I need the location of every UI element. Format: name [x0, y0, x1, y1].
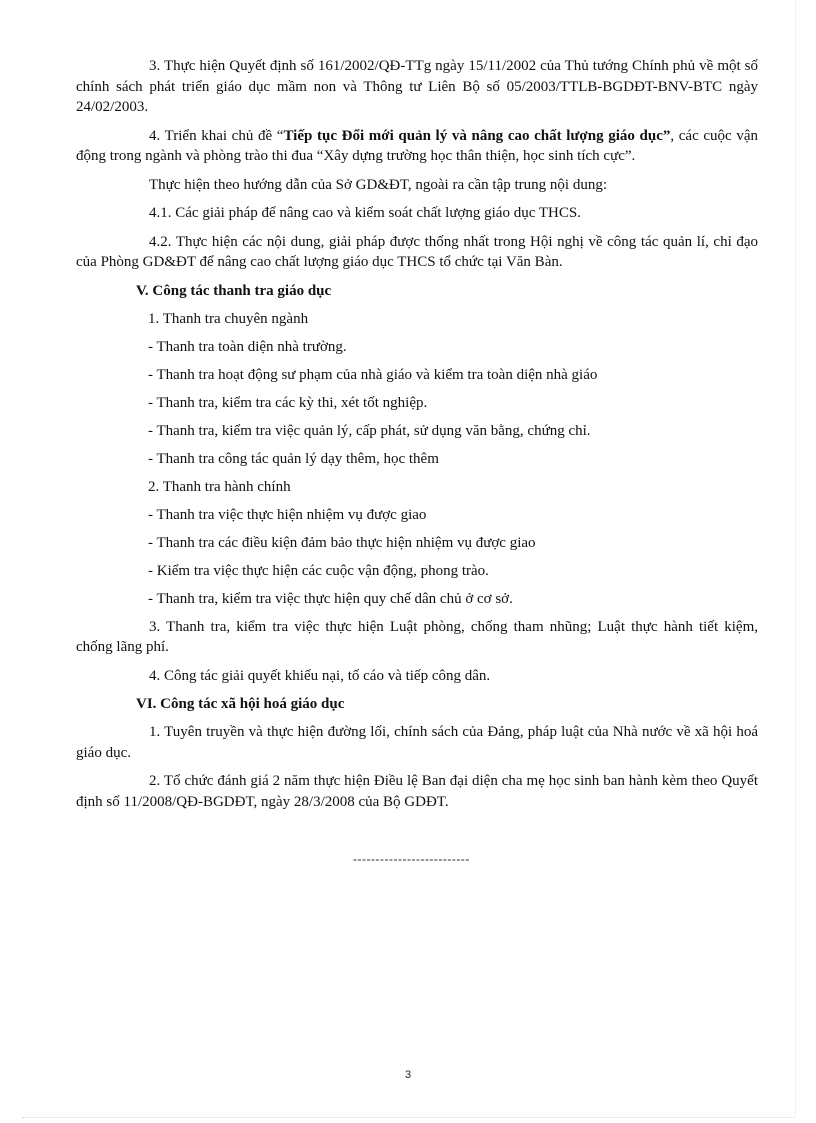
inspection-item: - Thanh tra công tác quản lý dạy thêm, học thêm: [148, 450, 439, 467]
theme-bold: Tiếp tục Đổi mới quản lý và nâng cao chất lượng giáo dục”: [283, 127, 671, 144]
inspection-item: - Thanh tra việc thực hiện nhiệm vụ được giao: [148, 506, 427, 523]
inspection-item: - Thanh tra, kiểm tra các kỳ thi, xét tốt nghiệp.: [148, 394, 428, 411]
paragraph-parents-board: 2. Tổ chức đánh giá 2 năm thực hiện Điều lệ Ban đại diện cha mẹ học sinh ban hành kèm theo Quyết định số 11/2008/QĐ-BGDĐT, ngày 28/3/2008 của Bộ GDĐT.: [76, 773, 758, 810]
inspection-item: - Thanh tra các điều kiện đảm bảo thực hiện nhiệm vụ được giao: [148, 534, 536, 551]
paragraph-complaints: 4. Công tác giải quyết khiếu nại, tố cáo và tiếp công dân.: [149, 667, 491, 684]
theme-suffix: , các cuộc vận động trong ngành và phòng trào thi đua “Xây dựng trường học thân thiện, học sinh tích cực”.: [76, 127, 758, 164]
inspection-item: - Thanh tra toàn diện nhà trường.: [148, 338, 347, 355]
inspection-item: - Thanh tra, kiểm tra việc quản lý, cấp phát, sử dụng văn bằng, chứng chỉ.: [148, 422, 591, 439]
inspection-item: 1. Thanh tra chuyên ngành: [148, 310, 309, 327]
end-divider: --------------------------: [353, 852, 470, 866]
inspection-item: - Thanh tra hoạt động sư phạm của nhà giáo và kiểm tra toàn diện nhà giáo: [148, 366, 598, 383]
paragraph-guidance: Thực hiện theo hướng dẫn của Sở GD&ĐT, ngoài ra cần tập trung nội dung:: [149, 176, 607, 193]
inspection-item: 2. Thanh tra hành chính: [148, 478, 291, 495]
section-6-heading: VI. Công tác xã hội hoá giáo dục: [136, 696, 345, 712]
page-border-right: [795, 0, 796, 1117]
section-5-heading: V. Công tác thanh tra giáo dục: [136, 282, 332, 299]
paragraph-decision-161: 3. Thực hiện Quyết định số 161/2002/QĐ-TTg ngày 15/11/2002 của Thủ tướng Chính phủ về một số chính sách phát triển giáo dục mầm non và Thông tư Liên Bộ số 05/2003/TTLB-BGDĐT-BNV-BTC ngày 24/02/2003.: [76, 58, 758, 115]
paragraph-propaganda: 1. Tuyên truyền và thực hiện đường lối, chính sách của Đảng, pháp luật của Nhà nước về xã hội hoá giáo dục.: [76, 724, 758, 761]
page-number: 3: [404, 1069, 412, 1081]
theme-prefix: 4. Triển khai chủ đề “: [149, 127, 284, 144]
inspection-item: - Kiểm tra việc thực hiện các cuộc vận động, phong trào.: [148, 562, 489, 579]
paragraph-4-1: 4.1. Các giải pháp để nâng cao và kiểm soát chất lượng giáo dục THCS.: [149, 205, 581, 221]
inspection-item: - Thanh tra, kiểm tra việc thực hiện quy chế dân chủ ở cơ sở.: [148, 590, 513, 607]
paragraph-anti-corruption: 3. Thanh tra, kiểm tra việc thực hiện Luật phòng, chống tham nhũng; Luật thực hành tiết kiệm, chống lãng phí.: [76, 618, 758, 655]
page-content: [76, 56, 758, 812]
page-border-bottom: [22, 1117, 794, 1118]
paragraph-4-2: 4.2. Thực hiện các nội dung, giải pháp được thống nhất trong Hội nghị về công tác quản lí, chỉ đạo của Phòng GD&ĐT để nâng cao chất lượng giáo dục THCS tổ chức tại Văn Bàn.: [76, 233, 758, 270]
paragraph-theme: [76, 126, 758, 167]
